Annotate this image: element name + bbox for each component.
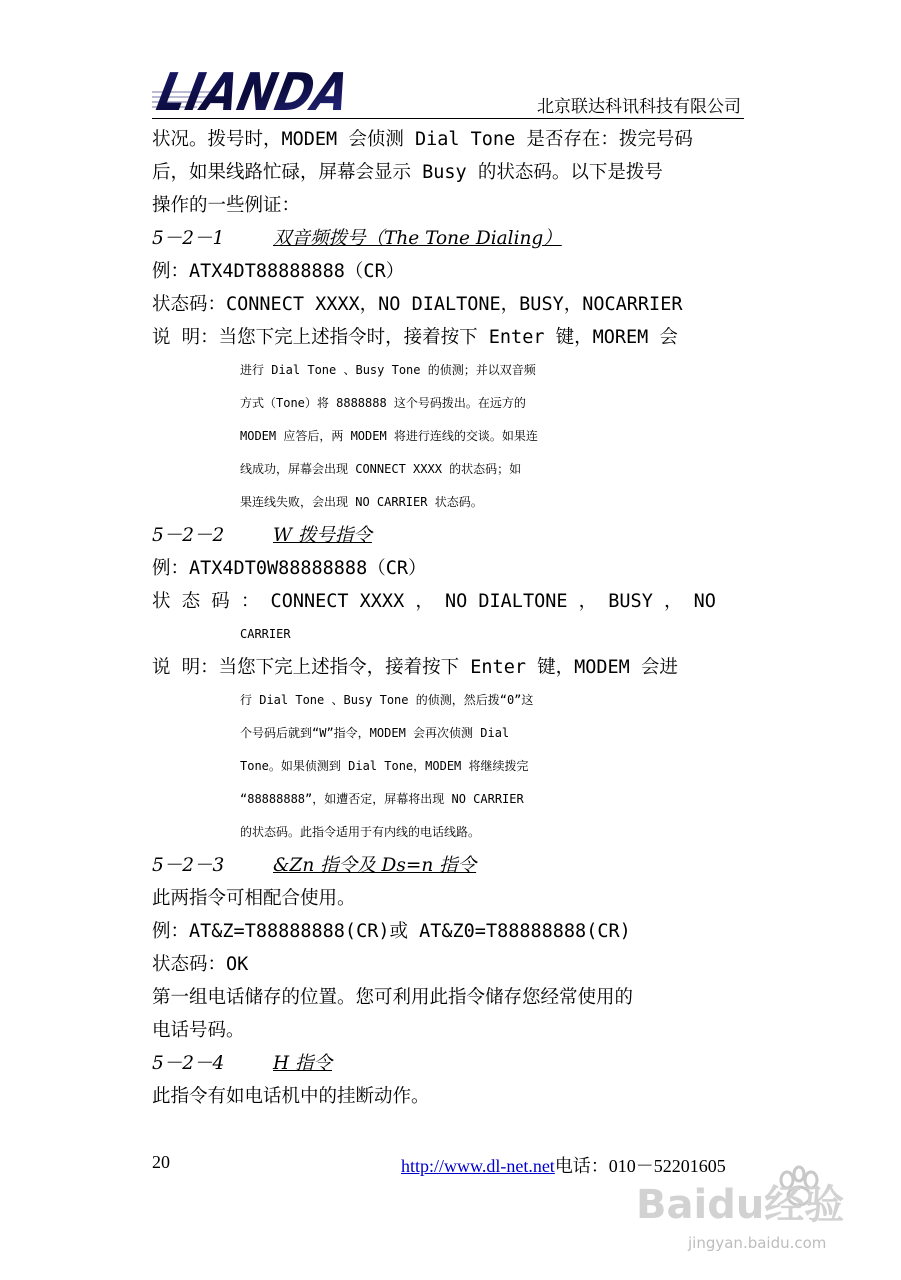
section-title: 双音频拨号（The Tone Dialing） [273, 228, 562, 249]
text-line: 此指令有如电话机中的挂断动作。 [152, 1086, 430, 1107]
text-line: 电话号码。 [152, 1020, 245, 1041]
footer-phone: 电话：010－52201605 [554, 1156, 726, 1176]
section-number: 5－2－3 [152, 855, 225, 876]
section-heading [152, 519, 752, 552]
text-line: 第一组电话储存的位置。您可利用此指令储存您经常使用的 [152, 987, 634, 1008]
text-line: 此两指令可相配合使用。 [152, 888, 356, 909]
svg-text:Baidu经验: Baidu经验 [636, 1182, 845, 1228]
svg-text:LIANDA: LIANDA [151, 62, 385, 123]
header-divider [152, 118, 744, 119]
section-title: H 指令 [273, 1053, 333, 1074]
section-heading [152, 849, 752, 882]
page-number: 20 [152, 1152, 170, 1172]
document-body [152, 123, 752, 1113]
section-heading [152, 222, 752, 255]
indented-text-line: CARRIER [240, 627, 291, 641]
section-number: 5－2－4 [152, 1053, 225, 1074]
text-line: 后，如果线路忙碌，屏幕会显示 Busy 的状态码。以下是拨号 [152, 162, 663, 183]
svg-text:jingyan.baidu.com: jingyan.baidu.com [688, 1234, 827, 1252]
header-company-name: 北京联达科讯科技有限公司 [537, 97, 741, 117]
text-line: 例：ATX4DT0W88888888（CR） [152, 558, 427, 579]
text-line: 状况。拨号时，MODEM 会侦测 Dial Tone 是否存在：拨完号码 [152, 129, 693, 150]
lianda-logo [151, 62, 385, 123]
indented-text-line: 果连线失败，会出现 NO CARRIER 状态码。 [240, 495, 483, 509]
text-line: 状 态 码 ： CONNECT XXXX ， NO DIALTONE ， BUSY ， NO [152, 591, 716, 612]
text-line: 说 明：当您下完上述指令时，接着按下 Enter 键，MOREM 会 [152, 327, 678, 348]
section-title: W 拨号指令 [273, 525, 372, 546]
section-number: 5－2－2 [152, 525, 225, 546]
indented-text-line: 线成功，屏幕会出现 CONNECT XXXX 的状态码；如 [240, 462, 522, 476]
section-heading [152, 1047, 752, 1080]
text-line: 例：AT&Z=T88888888(CR)或 AT&Z0=T88888888(CR) [152, 921, 631, 942]
footer-website-link[interactable]: http://www.dl-net.net [401, 1156, 555, 1176]
baidu-jingyan-watermark [636, 1160, 866, 1270]
text-line: 例：ATX4DT88888888（CR） [152, 261, 405, 282]
indented-text-line: 行 Dial Tone 、Busy Tone 的侦测，然后拨“0”这 [240, 693, 534, 707]
section-title: &Zn 指令及 Ds=n 指令 [273, 855, 477, 876]
text-line: 状态码：OK [152, 954, 249, 975]
indented-text-line: Tone。如果侦测到 Dial Tone，MODEM 将继续拨完 [240, 759, 529, 773]
indented-text-line: 个号码后就到“W”指令，MODEM 会再次侦测 Dial [240, 726, 510, 740]
indented-text-line: 进行 Dial Tone 、Busy Tone 的侦测；并以双音频 [240, 363, 536, 377]
text-line: 状态码：CONNECT XXXX，NO DIALTONE，BUSY，NOCARRIER [152, 294, 683, 315]
indented-text-line: “88888888”，如遭否定，屏幕将出现 NO CARRIER [240, 792, 524, 806]
section-number: 5－2－1 [152, 228, 225, 249]
text-line: 说 明：当您下完上述指令，接着按下 Enter 键，MODEM 会进 [152, 657, 678, 678]
text-line: 操作的一些例证： [152, 195, 301, 216]
indented-text-line: MODEM 应答后，两 MODEM 将进行连线的交谈。如果连 [240, 429, 538, 443]
indented-text-line: 的状态码。此指令适用于有内线的电话线路。 [240, 825, 481, 839]
indented-text-line: 方式（Tone）将 8888888 这个号码拨出。在远方的 [240, 396, 526, 410]
